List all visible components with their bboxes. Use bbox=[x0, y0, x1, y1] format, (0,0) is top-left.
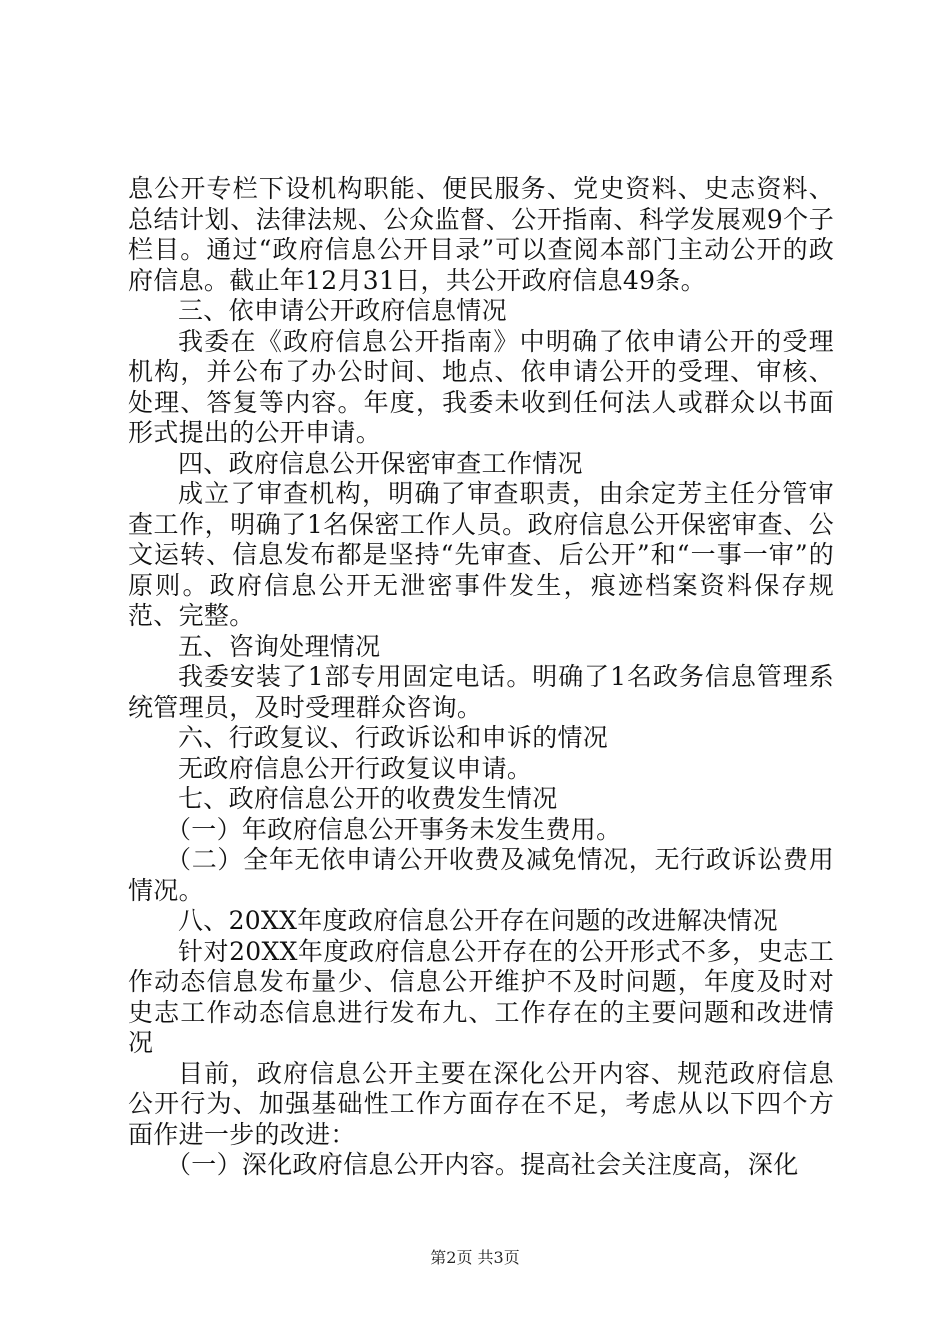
section-heading-5: 五、咨询处理情况 bbox=[178, 631, 381, 661]
section-heading-4: 四、政府信息公开保密审查工作情况 bbox=[178, 448, 583, 478]
list-item: （一）年政府信息公开事务未发生费用。 bbox=[166, 814, 622, 844]
section-heading-8: 八、20XX年度政府信息公开存在问题的改进解决情况 bbox=[178, 906, 778, 935]
section-heading-7: 七、政府信息公开的收费发生情况 bbox=[178, 784, 558, 813]
paragraph-continuation: 息公开专栏下设机构职能、便民服务、党史资料、史志资料、总结计划、法律法规、公众监督、公开指南、科学发展观9个子栏目。通过“政府信息公开目录”可以查阅本部门主动公开的政府信息。截止年12月31日，共公开政府信息49条。 bbox=[128, 174, 834, 295]
paragraph: 无政府信息公开行政复议申请。 bbox=[178, 753, 533, 783]
paragraph: 目前，政府信息公开主要在深化公开内容、规范政府信息公开行为、加强基础性工作方面存在不足，考虑从以下四个方面作进一步的改进： bbox=[128, 1058, 834, 1149]
paragraph: 我委在《政府信息公开指南》中明确了依申请公开的受理机构，并公布了办公时间、地点、依申请公开的受理、审核、处理、答复等内容。年度，我委未收到任何法人或群众以书面形式提出的公开申请。 bbox=[128, 326, 834, 447]
document-body bbox=[128, 174, 834, 1181]
section-heading-3: 三、依申请公开政府信息情况 bbox=[178, 296, 507, 325]
section-heading-6: 六、行政复议、行政诉讼和申诉的情况 bbox=[178, 723, 609, 752]
list-item: （一）深化政府信息公开内容。提高社会关注度高，深化 bbox=[166, 1150, 799, 1179]
paragraph: 成立了审查机构，明确了审查职责，由余定芳主任分管审查工作，明确了1名保密工作人员。政府信息公开保密审查、公文运转、信息发布都是坚持“先审查、后公开”和“一事一审”的原则。政府信息公开无泄密事件发生，痕迹档案资料保存规范、完整。 bbox=[128, 479, 834, 630]
paragraph: 针对20XX年度政府信息公开存在的公开形式不多，史志工作动态信息发布量少、信息公开维护不及时问题，年度及时对史志工作动态信息进行发布九、工作存在的主要问题和改进情况 bbox=[128, 936, 834, 1057]
page-number-footer: 第2页 共3页 bbox=[430, 1248, 520, 1267]
paragraph: 我委安装了1部专用固定电话。明确了1名政务信息管理系统管理员，及时受理群众咨询。 bbox=[128, 662, 834, 722]
list-item: （二）全年无依申请公开收费及减免情况，无行政诉讼费用情况。 bbox=[128, 845, 834, 905]
